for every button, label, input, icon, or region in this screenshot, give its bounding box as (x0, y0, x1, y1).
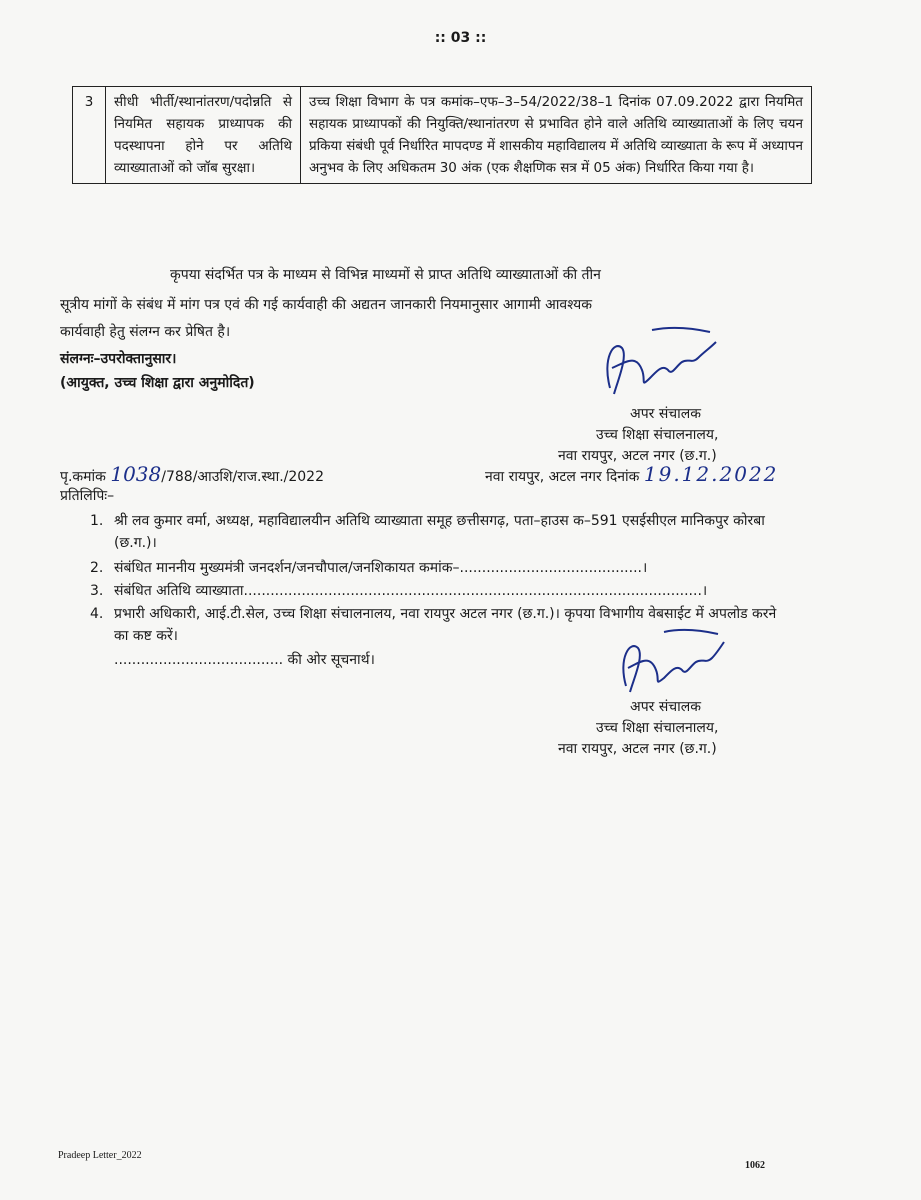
cc-number: 4. (90, 606, 104, 622)
cc-number: 2. (90, 560, 104, 576)
ref-rest: /788/आउशि/राज.स्था./2022 (161, 469, 324, 485)
approval-note: (आयुक्त, उच्च शिक्षा द्वारा अनुमोदित) (60, 375, 255, 391)
list-item (90, 510, 790, 554)
subject-cell: सीधी भीर्ती/स्थानांतरण/पदोन्नति से नियमित सहायक प्राध्यापक की पदस्थापना होने पर अतिथि व्याख्याताओं को जॉब सुरक्षा। (106, 87, 301, 184)
date-handwritten: 19.12.2022 (643, 462, 779, 486)
signatory-block-2 (558, 697, 719, 760)
cc-number: 1. (90, 513, 104, 529)
footer-right: 1062 (745, 1160, 765, 1171)
ref-number-handwritten: 1038 (110, 462, 162, 486)
enclosure-block (60, 347, 255, 395)
footer-left: Pradeep Letter_2022 (58, 1150, 142, 1161)
list-item (90, 580, 790, 602)
action-cell: उच्च शिक्षा विभाग के पत्र कमांक–एफ–3–54/2022/38–1 दिनांक 07.09.2022 द्वारा नियमित सहायक प्राध्यापकों की नियुक्ति/स्थानांतरण से प्रभावित होने वाले अतिथि व्याख्याताओं के लिए चयन प्रकिया संबंधी पूर्व निर्धारित मापदण्ड में शासकीय महाविद्यालय में अतिथि व्याख्याता के रूप में अध्यापन अनुभव के लिए अधिकतम 30 अंक (एक शैक्षणिक सत्र में 05 अंक) निर्धारित किया गया है। (301, 87, 812, 184)
page-number: :: 03 :: (434, 30, 487, 46)
reference-line (60, 462, 324, 486)
cc-text: संबंधित माननीय मुख्यमंत्री जनदर्शन/जनचौपाल/जनशिकायत कमांक–.........................................। (114, 560, 648, 576)
signature-1 (592, 318, 732, 410)
body-line-2: सूत्रीय मांगों के संबंध में मांग पत्र एवं की गई कार्यवाही की अद्यतन जानकारी नियमानुसार आगामी आवश्यक (60, 297, 593, 313)
office: उच्च शिक्षा संचालनालय, (596, 720, 719, 736)
cc-text: श्री लव कुमार वर्मा, अध्यक्ष, महाविद्यालयीन अतिथि व्याख्याता समूह छत्तीसगढ़, पता–हाउस क–591 एसईसीएल मानिकपुर कोरबा (छ.ग.)। (114, 513, 765, 551)
signature-2 (610, 620, 730, 704)
place-date-label: नवा रायपुर, अटल नगर दिनांक (485, 469, 640, 485)
demand-table (72, 86, 812, 184)
body-line-3: कार्यवाही हेतु संलग्न कर प्रेषित है। (60, 324, 231, 340)
designation: अपर संचालक (630, 406, 702, 422)
place: नवा रायपुर, अटल नगर (छ.ग.) (558, 741, 717, 757)
cc-tail: ...................................... की ओर सूचनार्थ। (114, 652, 375, 668)
list-item (90, 557, 790, 579)
body-line-1: कृपया संदर्भित पत्र के माध्यम से विभिन्न माध्यमों से प्राप्त अतिथि व्याख्याताओं की तीन (170, 267, 601, 283)
table-row (73, 87, 812, 184)
place: नवा रायपुर, अटल नगर (छ.ग.) (558, 448, 717, 464)
designation: अपर संचालक (630, 699, 702, 715)
office: उच्च शिक्षा संचालनालय, (596, 427, 719, 443)
signatory-block-1 (558, 404, 719, 467)
cc-number: 3. (90, 583, 104, 599)
serial-cell: 3 (73, 87, 106, 184)
cc-label: प्रतिलिपिः– (60, 488, 115, 504)
ref-prefix: पृ.कमांक (60, 469, 106, 485)
cc-text: संबंधित अतिथि व्याख्याता.......................................................................................................। (114, 583, 708, 599)
date-line (485, 462, 778, 486)
enclosure-text: संलग्नः–उपरोक्तानुसार। (60, 351, 177, 367)
cc-text: प्रभारी अधिकारी, आई.टी.सेल, उच्च शिक्षा संचालनालय, नवा रायपुर अटल नगर (छ.ग.)। कृपया विभागीय वेबसाईट में अपलोड करने का कष्ट करें। (114, 606, 777, 644)
